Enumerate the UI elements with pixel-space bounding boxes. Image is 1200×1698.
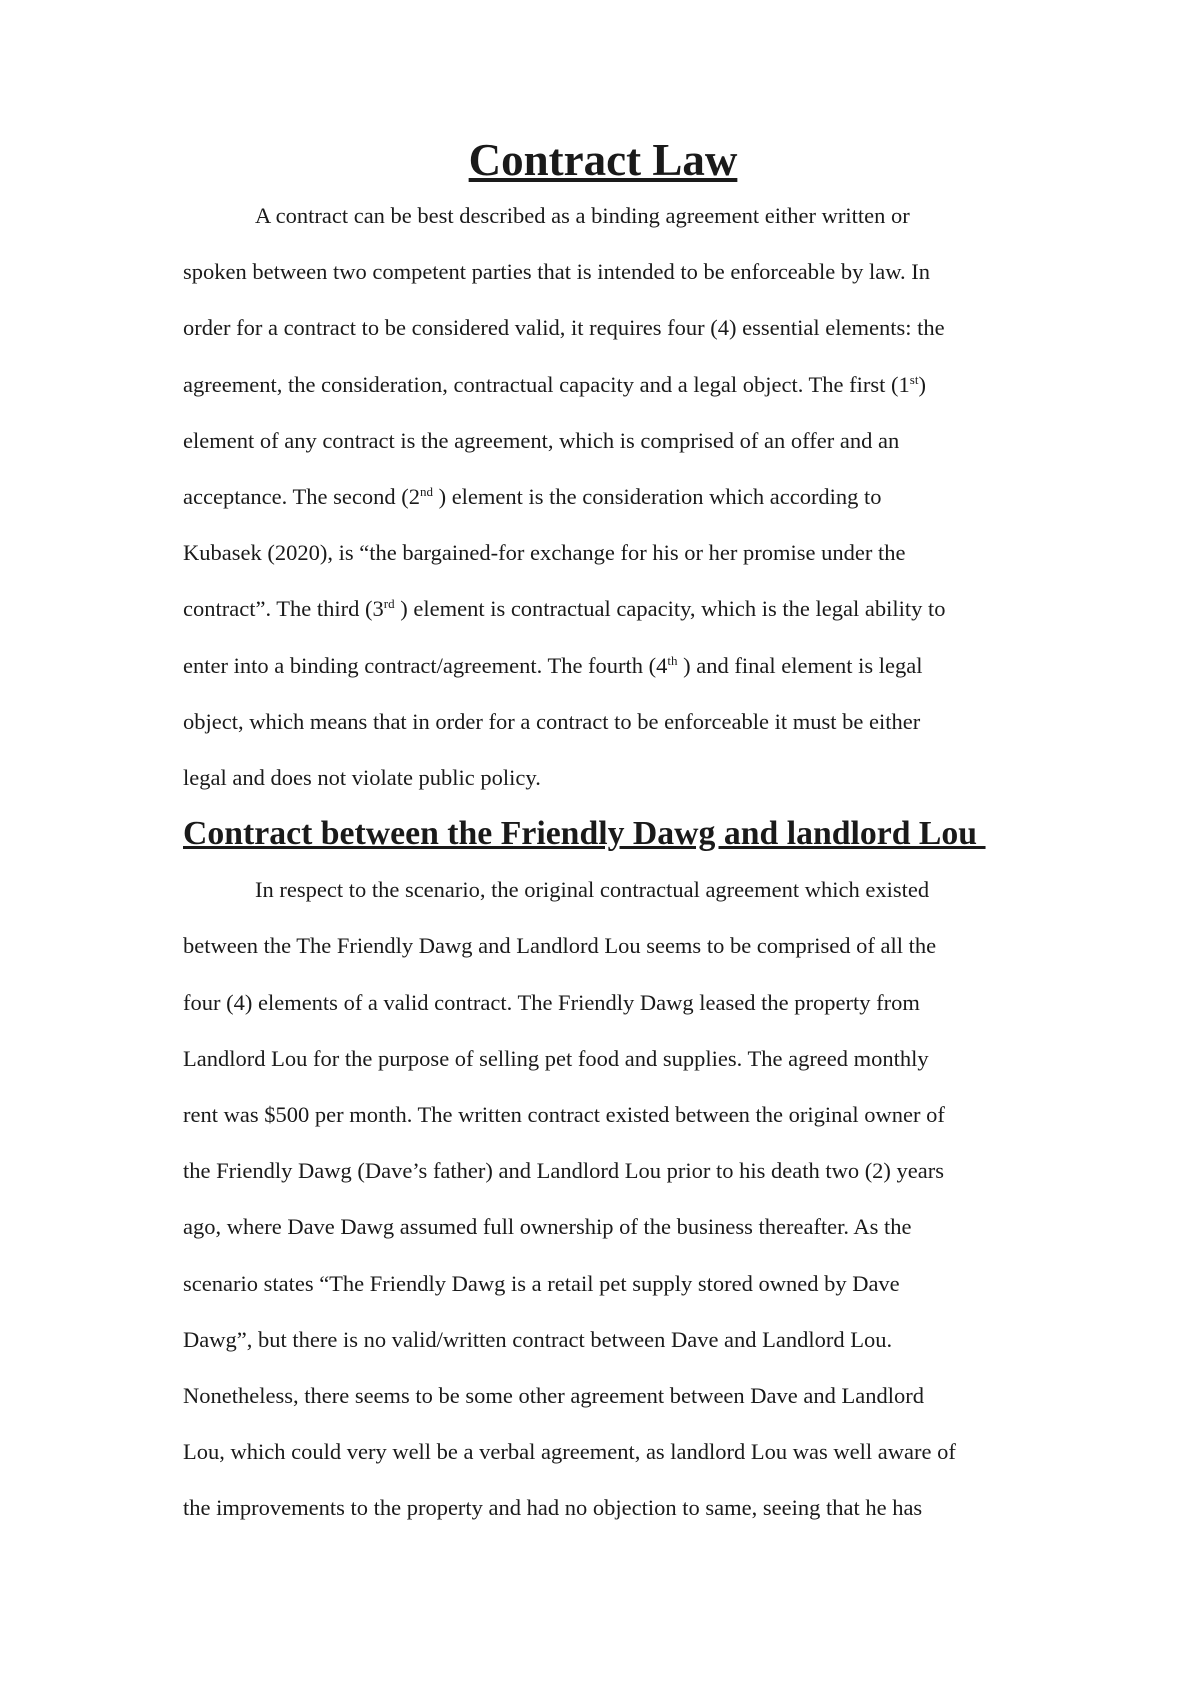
paragraph-line: rent was $500 per month. The written contract existed between the original owner of (183, 1102, 945, 1128)
paragraph-line: Kubasek (2020), is “the bargained-for exchange for his or her promise under the (183, 540, 906, 566)
paragraph-line: four (4) elements of a valid contract. The Friendly Dawg leased the property from (183, 989, 920, 1015)
line-text: ) element is the consideration which according to (432, 484, 882, 510)
ordinal-superscript: th (667, 652, 678, 668)
paragraph-line: ago, where Dave Dawg assumed full ownership of the business thereafter. As the (183, 1214, 912, 1240)
line-text: contract”. The third (3 (183, 596, 384, 622)
line-text: agreement, the consideration, contractual capacity and a legal object. The first (1 (183, 371, 910, 397)
document-title: Contract Law (468, 135, 738, 185)
paragraph-line: spoken between two competent parties that is intended to be enforceable by law. In (183, 259, 931, 285)
paragraph-line: the improvements to the property and had no objection to same, seeing that he has (183, 1495, 923, 1521)
line-text: enter into a binding contract/agreement. The fourth (4 (183, 652, 668, 678)
paragraph-line: Nonetheless, there seems to be some other agreement between Dave and Landlord (183, 1383, 924, 1409)
paragraph-line: scenario states “The Friendly Dawg is a retail pet supply stored owned by Dave (183, 1270, 900, 1296)
paragraph-line: legal and does not violate public policy. (183, 765, 541, 791)
paragraph-line (183, 581, 1023, 637)
paragraph-line (183, 638, 1023, 694)
ordinal-superscript: nd (419, 484, 433, 500)
paragraph-line (183, 357, 1023, 413)
paragraph-line: A contract can be best described as a binding agreement either written or (255, 203, 910, 228)
ordinal-superscript: rd (383, 596, 395, 612)
line-text: ) (918, 371, 926, 397)
scenario-paragraph (183, 862, 1023, 1536)
paragraph-line: the Friendly Dawg (Dave’s father) and Landlord Lou prior to his death two (2) years (183, 1158, 945, 1184)
line-text: acceptance. The second (2 (183, 484, 420, 510)
ordinal-superscript: st (909, 371, 919, 387)
paragraph-line: between the The Friendly Dawg and Landlord Lou seems to be comprised of all the (183, 933, 937, 959)
paragraph-line: element of any contract is the agreement, which is comprised of an offer and an (183, 427, 900, 453)
paragraph-line (183, 469, 1023, 525)
document-body (183, 132, 1023, 1537)
line-text: ) element is contractual capacity, which is the legal ability to (394, 596, 946, 622)
paragraph-line: object, which means that in order for a contract to be enforceable it must be either (183, 708, 921, 734)
line-text: ) and final element is legal (677, 652, 923, 678)
paragraph-line: Dawg”, but there is no valid/written contract between Dave and Landlord Lou. (183, 1326, 893, 1352)
intro-paragraph (183, 188, 1023, 806)
paragraph-line: Landlord Lou for the purpose of selling pet food and supplies. The agreed monthly (183, 1045, 929, 1071)
paragraph-line: order for a contract to be considered valid, it requires four (4) essential elements: the (183, 315, 945, 341)
paragraph-line: In respect to the scenario, the original contractual agreement which existed (255, 877, 930, 903)
paragraph-line: Lou, which could very well be a verbal agreement, as landlord Lou was well aware of (183, 1439, 956, 1465)
section-heading: Contract between the Friendly Dawg and landlord Lou (183, 815, 986, 853)
